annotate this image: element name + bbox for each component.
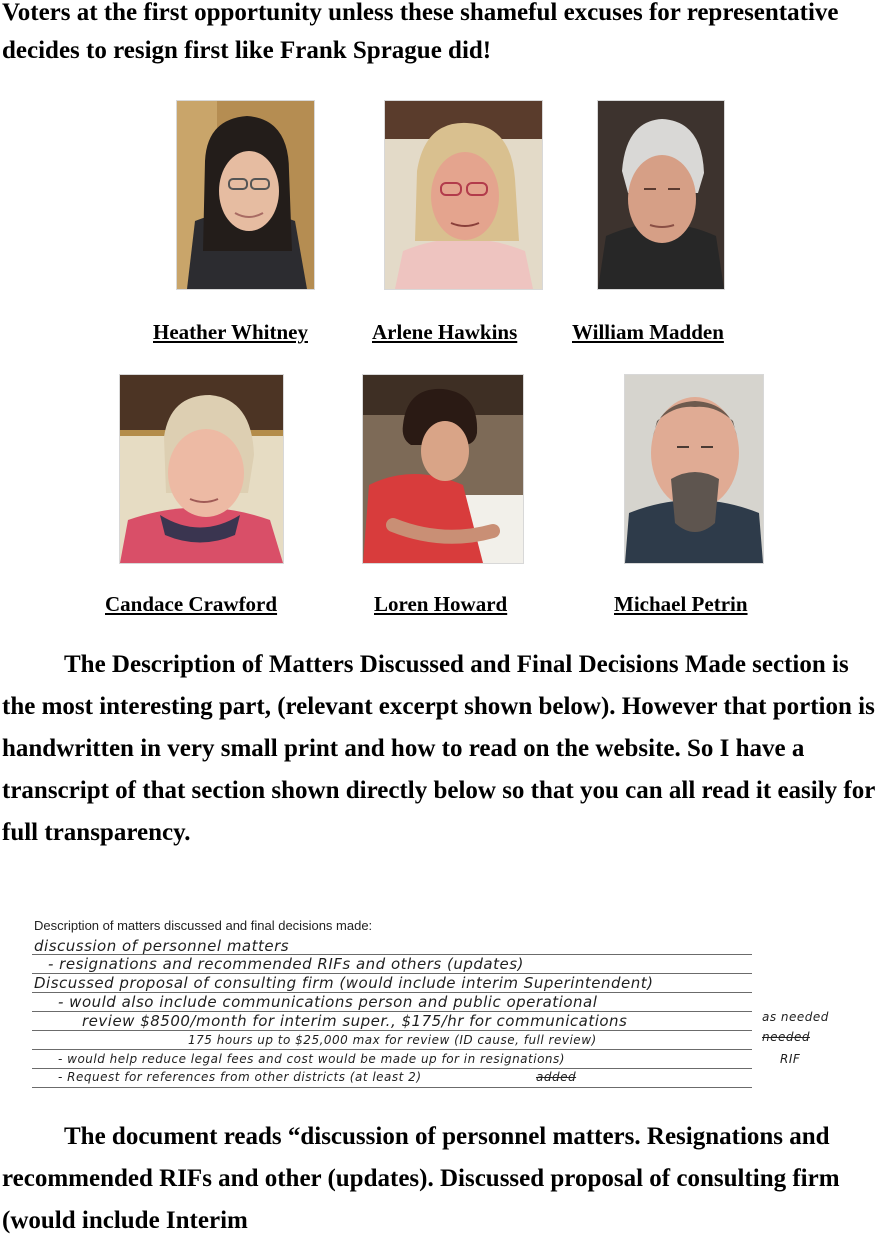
description-paragraph bbox=[2, 644, 880, 854]
caption-arlene-hawkins: Arlene Hawkins bbox=[372, 320, 518, 344]
photo-heather-whitney bbox=[176, 100, 315, 290]
caption-loren-howard: Loren Howard bbox=[374, 592, 508, 616]
photo-candace-crawford bbox=[119, 374, 284, 564]
caption-william-madden: William Madden bbox=[572, 320, 724, 344]
photo-loren-howard bbox=[362, 374, 524, 564]
handwritten-excerpt bbox=[22, 918, 852, 1096]
photo-arlene-hawkins bbox=[384, 100, 543, 290]
excerpt-line-6: 175 hours up to $25,000 max for review (ID cause, full review) bbox=[188, 1033, 597, 1047]
annotation-scribble: added bbox=[536, 1070, 577, 1084]
photo-michael-petrin bbox=[624, 374, 764, 564]
annotation-needed-struck: needed bbox=[762, 1030, 810, 1044]
excerpt-line-2: - resignations and recommended RIFs and others (updates) bbox=[48, 955, 524, 973]
excerpt-title: Description of matters discussed and final decisions made: bbox=[34, 918, 373, 933]
caption-heather-whitney: Heather Whitney bbox=[153, 320, 308, 344]
excerpt-line-7: - would help reduce legal fees and cost would be made up for in resignations) bbox=[58, 1052, 565, 1066]
excerpt-line-8: - Request for references from other districts (at least 2) bbox=[58, 1070, 422, 1084]
caption-michael-petrin: Michael Petrin bbox=[614, 592, 748, 616]
excerpt-line-1: discussion of personnel matters bbox=[34, 937, 290, 955]
transcript-paragraph-text: The document reads “discussion of personnel matters. Resignations and recommended RIFs and other (updates). Discussed proposal of consulting firm (would include Interim bbox=[2, 1123, 840, 1234]
caption-candace-crawford: Candace Crawford bbox=[105, 592, 278, 616]
photo-william-madden bbox=[597, 100, 725, 290]
intro-text: Voters at the first opportunity unless these shameful excuses for representative decides to resign first like Frank Sprague did! bbox=[2, 0, 839, 64]
excerpt-line-4: - would also include communications person and public operational bbox=[58, 993, 598, 1011]
annotation-as-needed: as needed bbox=[762, 1010, 829, 1024]
annotation-rif: RIF bbox=[780, 1052, 801, 1066]
excerpt-line-5: review $8500/month for interim super., $175/hr for communications bbox=[82, 1012, 628, 1030]
description-paragraph-text: The Description of Matters Discussed and Final Decisions Made section is the most interesting part, (relevant excerpt shown below). However that portion is handwritten in very small print and how to read on the website. So I have a transcript of that section shown directly below so that you can all read it easily for full transparency. bbox=[2, 651, 875, 846]
transcript-paragraph bbox=[2, 1116, 880, 1242]
excerpt-line-3: Discussed proposal of consulting firm (would include interim Superintendent) bbox=[34, 974, 654, 992]
